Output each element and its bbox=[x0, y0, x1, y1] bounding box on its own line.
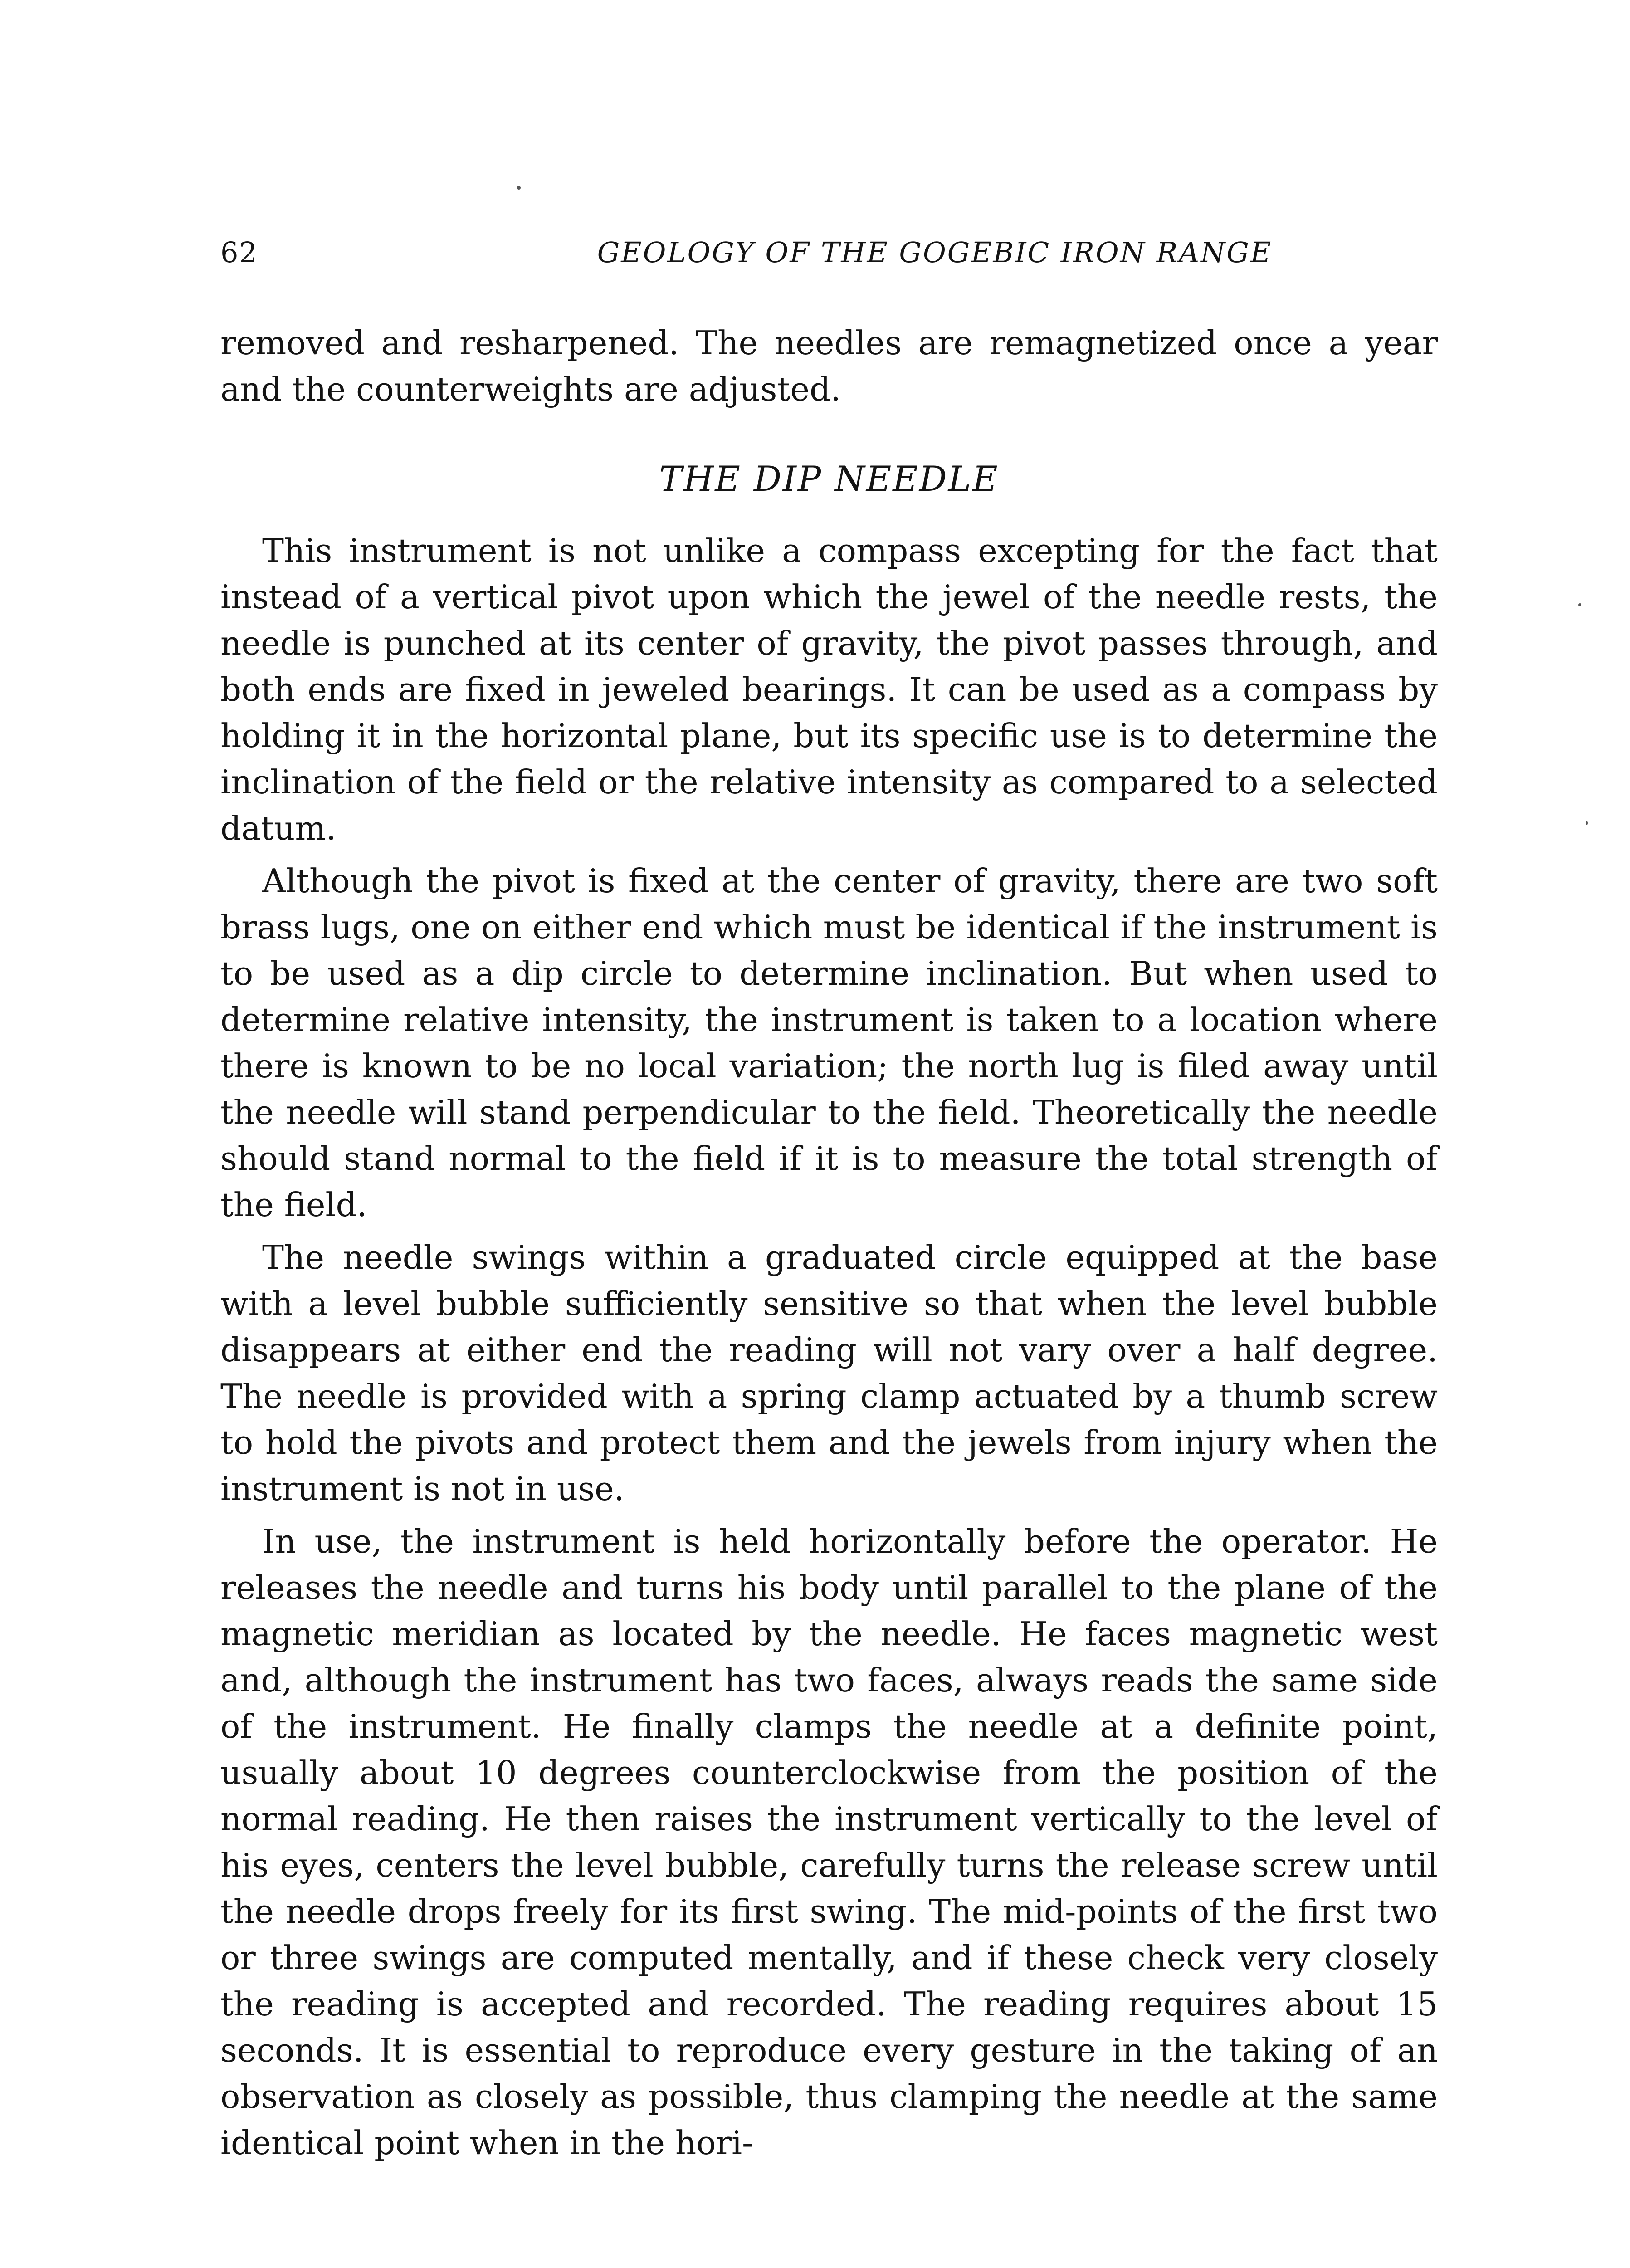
scan-speck bbox=[1578, 603, 1581, 606]
scan-speck bbox=[517, 186, 521, 190]
paragraph: Although the pivot is fixed at the center of gravity, there are two soft brass lugs, one on either end which must be identical if the instrument is to be used as a dip circle to determine inclination. But when used to determine relative intensity, the instrument is taken to a location where there is known to be no local variation; the north lug is filed away until the needle will stand perpendicular to the field. Theoretically the needle should stand normal to the field if it is to measure the total strength of the field. bbox=[220, 862, 1438, 1224]
scan-speck bbox=[1586, 821, 1588, 825]
running-title: GEOLOGY OF THE GOGEBIC IRON RANGE bbox=[597, 236, 1273, 269]
page-body bbox=[220, 320, 1438, 2166]
page-header bbox=[220, 236, 1445, 281]
paragraph: In use, the instrument is held horizontally before the operator. He releases the needle and turns his body until parallel to the plane of the magnetic meridian as located by the needle. He faces magnetic west and, although the instrument has two faces, always reads the same side of the instrument. He finally clamps the needle at a definite point, usually about 10 degrees counterclockwise from the position of the normal reading. He then raises the instrument vertically to the level of his eyes, centers the level bubble, carefully turns the release screw until the needle drops freely for its first swing. The mid-points of the first two or three swings are computed mentally, and if these check very closely the reading is accepted and recorded. The reading requires about 15 seconds. It is essential to reproduce every gesture in the taking of an observation as closely as possible, thus clamping the needle at the same identical point when in the hori- bbox=[220, 1522, 1438, 2162]
paragraph: The needle swings within a graduated circle equipped at the base with a level bubble sufficiently sensitive so that when the level bubble disappears at either end the reading will not vary over a half degree. The needle is provided with a spring clamp actuated by a thumb screw to hold the pivots and protect them and the jewels from injury when the instrument is not in use. bbox=[220, 1238, 1438, 1508]
page-number: 62 bbox=[220, 236, 258, 269]
paragraph: This instrument is not unlike a compass excepting for the fact that instead of a vertical pivot upon which the jewel of the needle rests, the needle is punched at its center of gravity, the pivot passes through, and both ends are fixed in jeweled bearings. It can be used as a compass by holding it in the horizontal plane, but its specific use is to determine the inclination of the field or the relative intensity as compared to a selected datum. bbox=[220, 532, 1438, 847]
section-title: THE DIP NEEDLE bbox=[659, 459, 999, 499]
continuation-paragraph: removed and resharpened. The needles are remagnetized once a year and the counterweights are adjusted. bbox=[220, 324, 1438, 408]
